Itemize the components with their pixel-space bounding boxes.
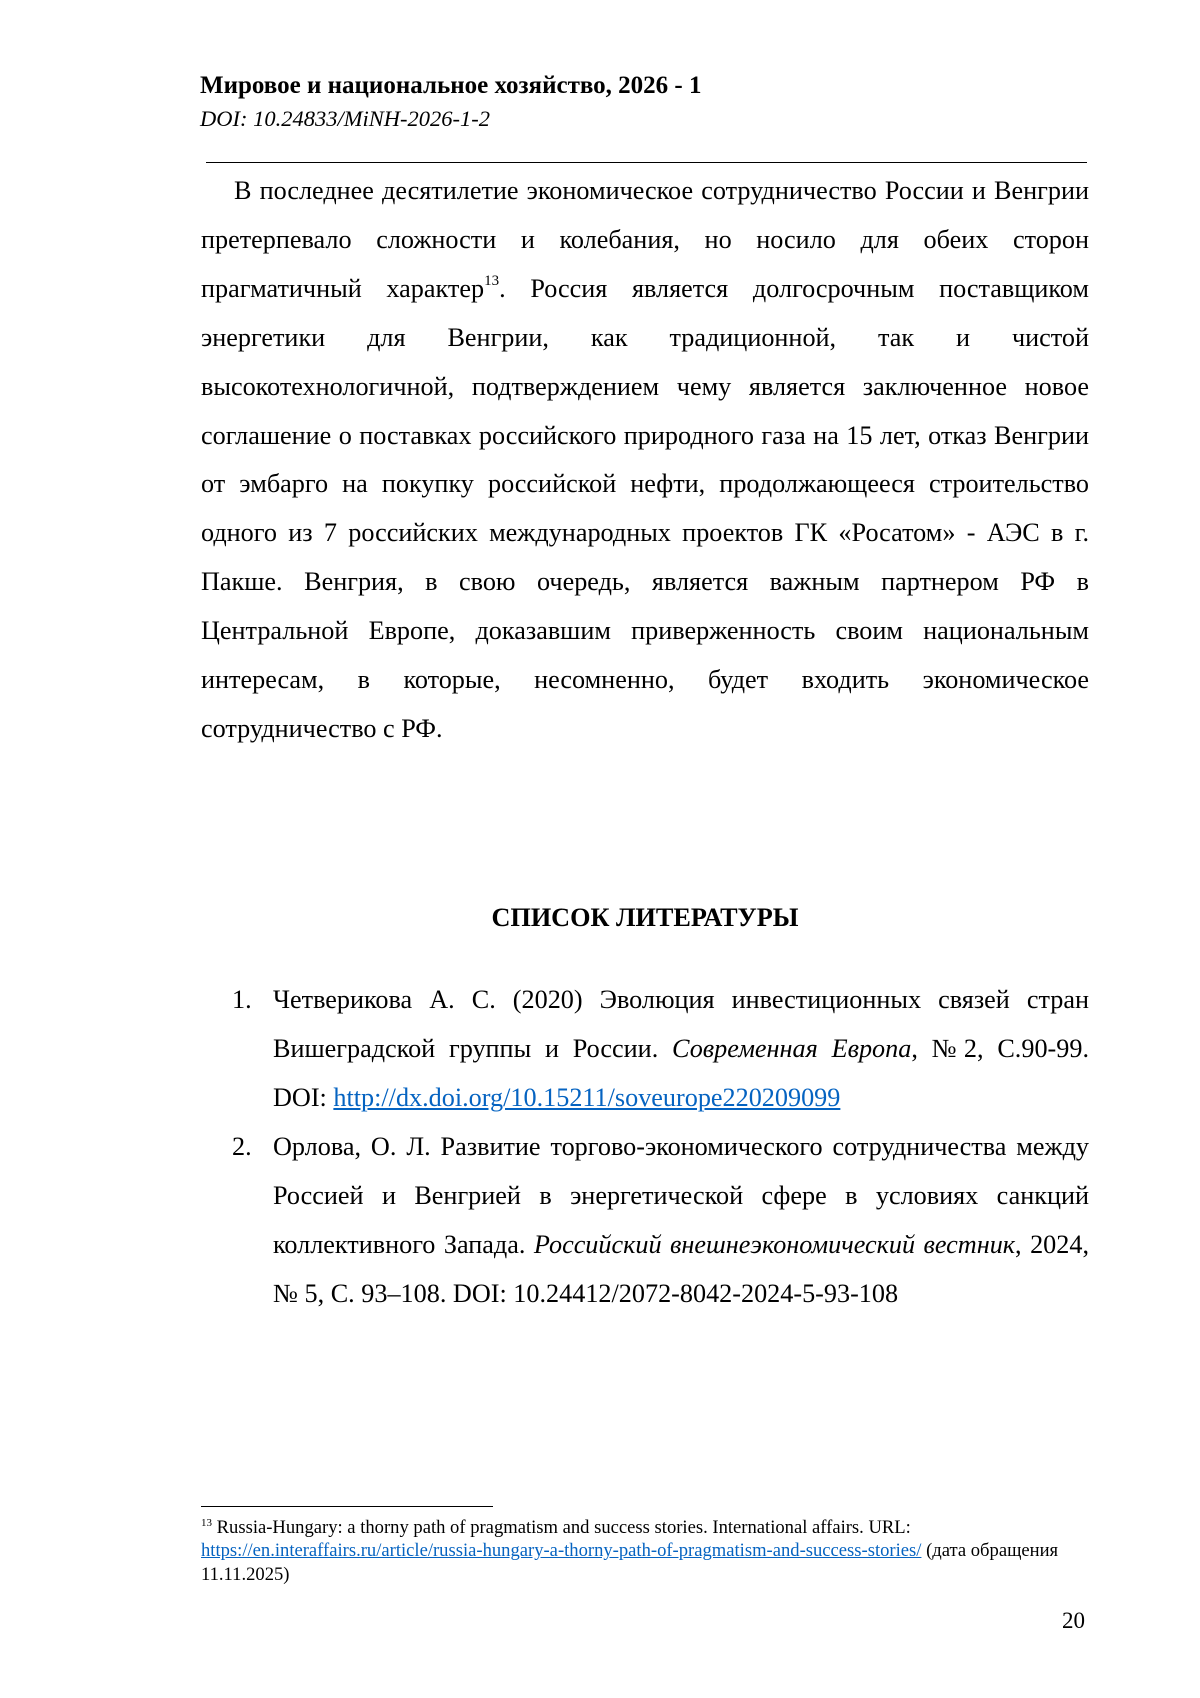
reference-journal: Российский внешнеэкономический вестник — [533, 1229, 1016, 1259]
footnote-text: Russia-Hungary: a thorny path of pragmatism and success stories. International affairs. URL: — [212, 1517, 911, 1538]
footnote-divider — [201, 1506, 493, 1507]
footnote-link[interactable]: https://en.interaffairs.ru/article/russia-hungary-a-thorny-path-of-pragmatism-and-success-stories/ — [201, 1540, 922, 1562]
footnote-reference[interactable]: 13 — [484, 272, 500, 289]
reference-doi-link[interactable]: http://dx.doi.org/10.15211/soveurope220209099 — [333, 1082, 841, 1112]
journal-title: Мировое и национальное хозяйство, 2026 - 1 — [200, 72, 702, 99]
reference-text-details: , №2, С.90-99. DOI: — [273, 1033, 1089, 1112]
reference-number: 2. — [232, 1132, 252, 1161]
reference-text-body: Орлова, О. Л. Развитие торгово-экономического сотрудничества между Россией и Венгрией в энергетической сфере в условиях санкций коллективного Запада. — [273, 1132, 1089, 1259]
footnote-access-date: (дата обращения 11.11.2025) — [201, 1540, 1059, 1585]
paragraph-text-part1: В последнее десятилетие экономическое сотрудничество России и Венгрии претерпевало сложности и колебания, но носило для обеих сторон прагматичный характер — [201, 176, 1089, 303]
article-doi: DOI: 10.24833/MiNH-2026-1-2 — [200, 106, 490, 131]
reference-number: 1. — [232, 985, 252, 1014]
reference-text — [273, 976, 1089, 1123]
reference-text-details: , 2024, № 5, С. 93–108. DOI: 10.24412/2072-8042-2024-5-93-108 — [273, 1229, 1090, 1308]
header-divider — [206, 162, 1087, 163]
bibliography-heading: СПИСОК ЛИТЕРАТУРЫ — [491, 903, 799, 932]
footnote — [201, 1516, 1101, 1586]
reference-text-body: Четверикова А. С. (2020) Эволюция инвестиционных связей стран Вишеградской группы и России. — [273, 985, 1089, 1063]
reference-journal: Современная Европа — [672, 1033, 912, 1063]
page-number: 20 — [1062, 1608, 1085, 1633]
footnote-number: 13 — [201, 1517, 212, 1529]
body-paragraph — [201, 167, 1089, 754]
reference-text — [273, 1123, 1089, 1319]
paragraph-text-part2: . Россия является долгосрочным поставщиком энергетики для Венгрии, как традиционной, так и чистой высокотехнологичной, подтверждением чему является заключенное новое соглашение о поставках российского природного газа на 15 лет, отказ Венгрии от эмбарго на покупку российской нефти, продолжающееся строительство одного из 7 российских международных проектов ГК «Росатом» - АЭС в г. Пакше. Венгрия, в свою очередь, является важным партнером РФ в Центральной Европе, доказавшим приверженность своим национальным интересам, в которые, несомненно, будет входить экономическое сотрудничество с РФ. — [201, 273, 1089, 743]
